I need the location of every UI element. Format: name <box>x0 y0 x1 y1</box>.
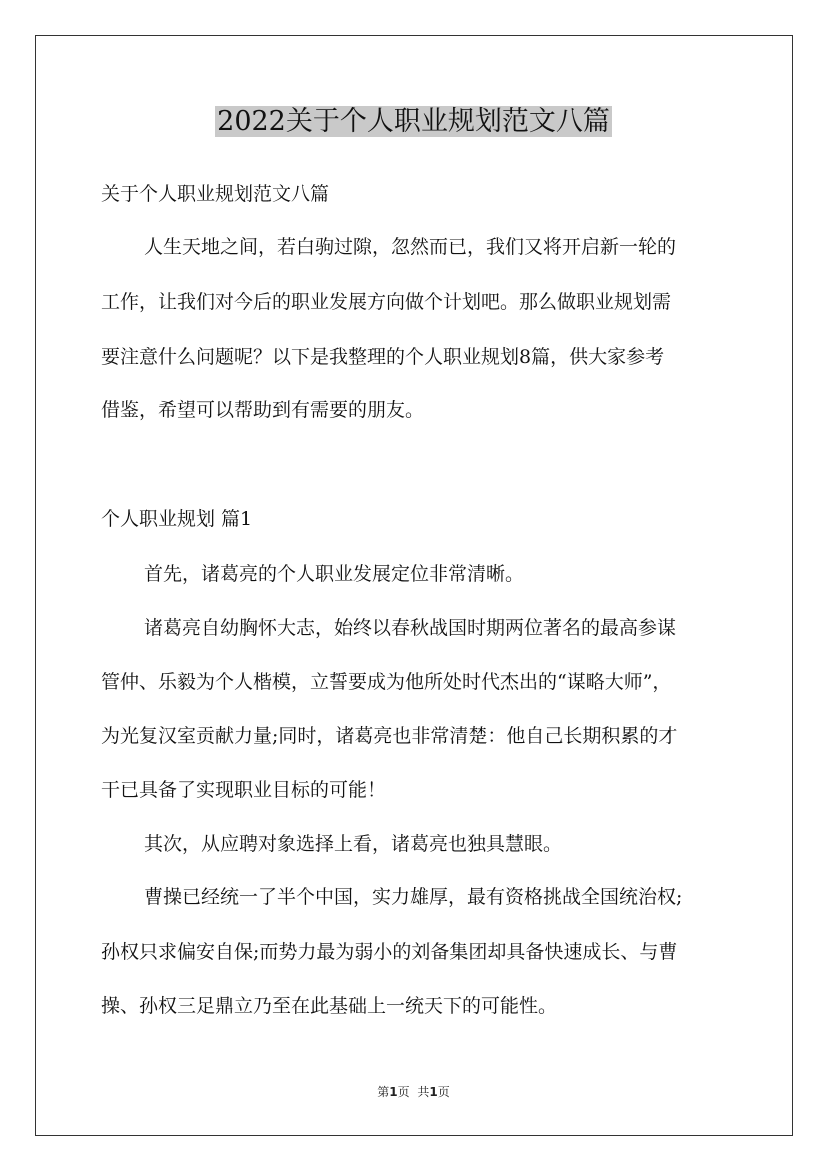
body-line: 首先，诸葛亮的个人职业发展定位非常清晰。 <box>144 563 525 585</box>
body-line: 为光复汉室贡献力量;同时，诸葛亮也非常清楚：他自己长期积累的才 <box>101 725 678 747</box>
document-title-text: 2022关于个人职业规划范文八篇 <box>217 106 610 137</box>
total-suffix: 页 <box>437 1085 450 1099</box>
document-title <box>0 102 827 142</box>
body-line: 要注意什么问题呢？以下是我整理的个人职业规划8篇，供大家参考 <box>101 346 665 368</box>
body-line: 曹操已经统一了半个中国，实力雄厚，最有资格挑战全国统治权; <box>144 886 683 908</box>
body-line: 诸葛亮自幼胸怀大志，始终以春秋战国时期两位著名的最高参谋 <box>144 617 677 639</box>
body-line: 人生天地之间，若白驹过隙，忽然而已，我们又将开启新一轮的 <box>144 236 677 258</box>
body-line: 借鉴，希望可以帮助到有需要的朋友。 <box>101 399 425 421</box>
page-prefix: 第 <box>377 1085 390 1099</box>
document-subtitle: 关于个人职业规划范文八篇 <box>101 183 330 205</box>
body-line: 管仲、乐毅为个人楷模，立誓要成为他所处时代杰出的“谋略大师”， <box>101 671 672 693</box>
body-line: 干已具备了实现职业目标的可能！ <box>101 779 387 801</box>
page-footer <box>0 1083 827 1101</box>
body-line: 其次，从应聘对象选择上看，诸葛亮也独具慧眼。 <box>144 833 563 855</box>
section-heading: 个人职业规划 篇1 <box>101 508 253 530</box>
body-line: 操、孙权三足鼎立乃至在此基础上一统天下的可能性。 <box>101 995 558 1017</box>
page-suffix: 页 <box>397 1085 410 1099</box>
page-number: 1 <box>389 1085 398 1099</box>
total-prefix: 共 <box>417 1085 430 1099</box>
total-pages: 1 <box>429 1085 438 1099</box>
body-line: 工作，让我们对今后的职业发展方向做个计划吧。那么做职业规划需 <box>101 291 672 313</box>
body-line: 孙权只求偏安自保;而势力最为弱小的刘备集团却具备快速成长、与曹 <box>101 941 678 963</box>
